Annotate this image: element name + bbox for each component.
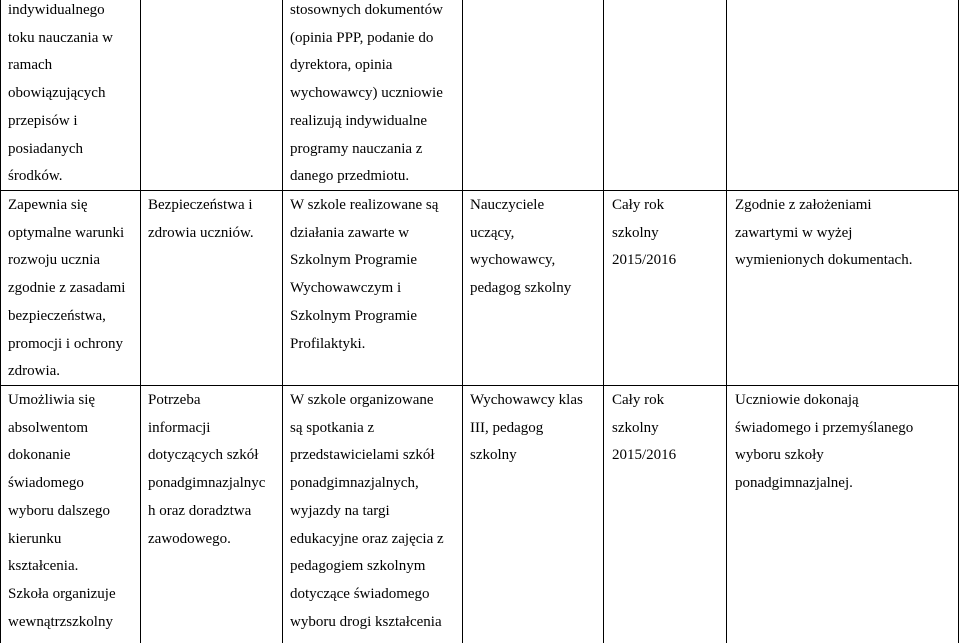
cell-line: działania zawarte w — [290, 224, 410, 241]
cell-line: 2015/2016 — [612, 252, 677, 269]
cell-line: Zgodnie z założeniami — [735, 197, 872, 213]
cell-line: Profilaktyki. — [290, 335, 366, 352]
cell-line: kształcenia. — [8, 558, 79, 575]
cell-line: programy nauczania z — [290, 140, 423, 157]
cell-line: Szkolnym Programie — [290, 252, 418, 269]
cell-line: ponadgimnazjalnej. — [735, 475, 853, 492]
cell-line: wyjazdy na targi — [290, 502, 390, 519]
column-border — [282, 0, 283, 643]
cell-line: h oraz doradztwa — [148, 502, 252, 519]
cell-line: świadomego — [8, 475, 84, 492]
column-border — [462, 0, 463, 643]
table-cell-outcome — [735, 387, 913, 498]
table-cell-goal — [8, 0, 113, 191]
cell-line: dokonanie — [8, 447, 71, 464]
table-cell-goal — [8, 387, 116, 636]
column-border — [603, 0, 604, 643]
column-border — [140, 0, 141, 643]
cell-line: Wychowawczym i — [290, 280, 402, 297]
cell-line: edukacyjne oraz zajęcia z — [290, 530, 444, 547]
row-border — [0, 385, 959, 386]
cell-line: wymienionych dokumentach. — [735, 252, 913, 269]
cell-line: ponadgimnazjalnych, — [290, 475, 419, 492]
cell-line: obowiązujących — [8, 85, 106, 102]
cell-line: bezpieczeństwa, — [8, 307, 106, 324]
table-cell-goal — [8, 192, 125, 386]
cell-line: pedagog szkolny — [470, 280, 572, 297]
table-cell-timeframe — [612, 387, 676, 470]
cell-line: zgodnie z zasadami — [8, 280, 126, 297]
cell-line: 2015/2016 — [612, 447, 677, 464]
cell-line: realizują indywidualne — [290, 112, 428, 129]
cell-line: szkolny — [612, 224, 659, 241]
cell-line: Zapewnia się — [8, 197, 88, 213]
cell-line: (opinia PPP, podanie do — [290, 29, 434, 46]
column-border — [726, 0, 727, 643]
cell-line: pedagogiem szkolnym — [290, 558, 426, 575]
cell-line: W szkole organizowane — [290, 392, 434, 408]
cell-line: Cały rok — [612, 392, 665, 408]
cell-line: świadomego i przemyślanego — [735, 419, 914, 436]
cell-line: Bezpieczeństwa i — [148, 197, 253, 213]
cell-line: szkolny — [470, 447, 517, 464]
cell-line: przedstawicielami szkół — [290, 447, 435, 464]
cell-line: danego przedmiotu. — [290, 168, 410, 185]
table-cell-needs — [148, 387, 265, 553]
cell-line: Wychowawcy klas — [470, 392, 583, 408]
table-cell-needs — [148, 192, 254, 247]
cell-line: wyboru szkoły — [735, 447, 824, 464]
cell-line: Nauczyciele — [470, 197, 545, 213]
cell-line: III, pedagog — [470, 419, 544, 436]
table-cell-timeframe — [612, 192, 676, 275]
table-cell-outcome — [735, 192, 912, 275]
cell-line: wyboru dalszego — [8, 502, 111, 519]
cell-line: optymalne warunki — [8, 224, 125, 241]
cell-line: absolwentom — [8, 419, 88, 436]
cell-line: przepisów i — [8, 112, 78, 129]
cell-line: ponadgimnazjalnyc — [148, 475, 266, 492]
cell-line: wewnątrzszkolny — [8, 613, 113, 630]
cell-line: indywidualnego — [8, 2, 105, 18]
table-cell-actions — [290, 192, 438, 358]
cell-line: zawartymi w wyżej — [735, 224, 853, 241]
cell-line: W szkole realizowane są — [290, 197, 439, 213]
cell-line: promocji i ochrony — [8, 335, 123, 352]
cell-line: wyboru drogi kształcenia — [290, 613, 442, 630]
cell-line: wychowawcy) uczniowie — [290, 85, 443, 102]
table-cell-actions — [290, 0, 443, 191]
cell-line: Uczniowie dokonają — [735, 392, 859, 408]
cell-line: Potrzeba — [148, 392, 201, 408]
cell-line: Umożliwia się — [8, 392, 96, 408]
cell-line: zdrowia uczniów. — [148, 224, 254, 241]
cell-line: Szkolnym Programie — [290, 307, 418, 324]
column-border — [0, 0, 1, 643]
cell-line: dotyczących szkół — [148, 447, 259, 464]
cell-line: zawodowego. — [148, 530, 231, 547]
cell-line: kierunku — [8, 530, 62, 547]
cell-line: zdrowia. — [8, 363, 61, 380]
cell-line: rozwoju ucznia — [8, 252, 101, 269]
cell-line: środków. — [8, 168, 63, 185]
cell-line: są spotkania z — [290, 419, 375, 436]
cell-line: dyrektora, opinia — [290, 57, 393, 74]
cell-line: dotyczące świadomego — [290, 585, 430, 602]
cell-line: posiadanych — [8, 140, 83, 157]
table-cell-responsible — [470, 192, 571, 303]
cell-line: wychowawcy, — [470, 252, 556, 269]
cell-line: toku nauczania w — [8, 29, 113, 46]
table-cell-responsible — [470, 387, 583, 470]
cell-line: informacji — [148, 419, 211, 436]
cell-line: uczący, — [470, 224, 515, 241]
cell-line: stosownych dokumentów — [290, 2, 443, 18]
row-border — [0, 190, 959, 191]
cell-line: Szkoła organizuje — [8, 585, 116, 602]
cell-line: ramach — [8, 57, 53, 74]
table-cell-actions — [290, 387, 444, 636]
cell-line: szkolny — [612, 419, 659, 436]
cell-line: Cały rok — [612, 197, 665, 213]
